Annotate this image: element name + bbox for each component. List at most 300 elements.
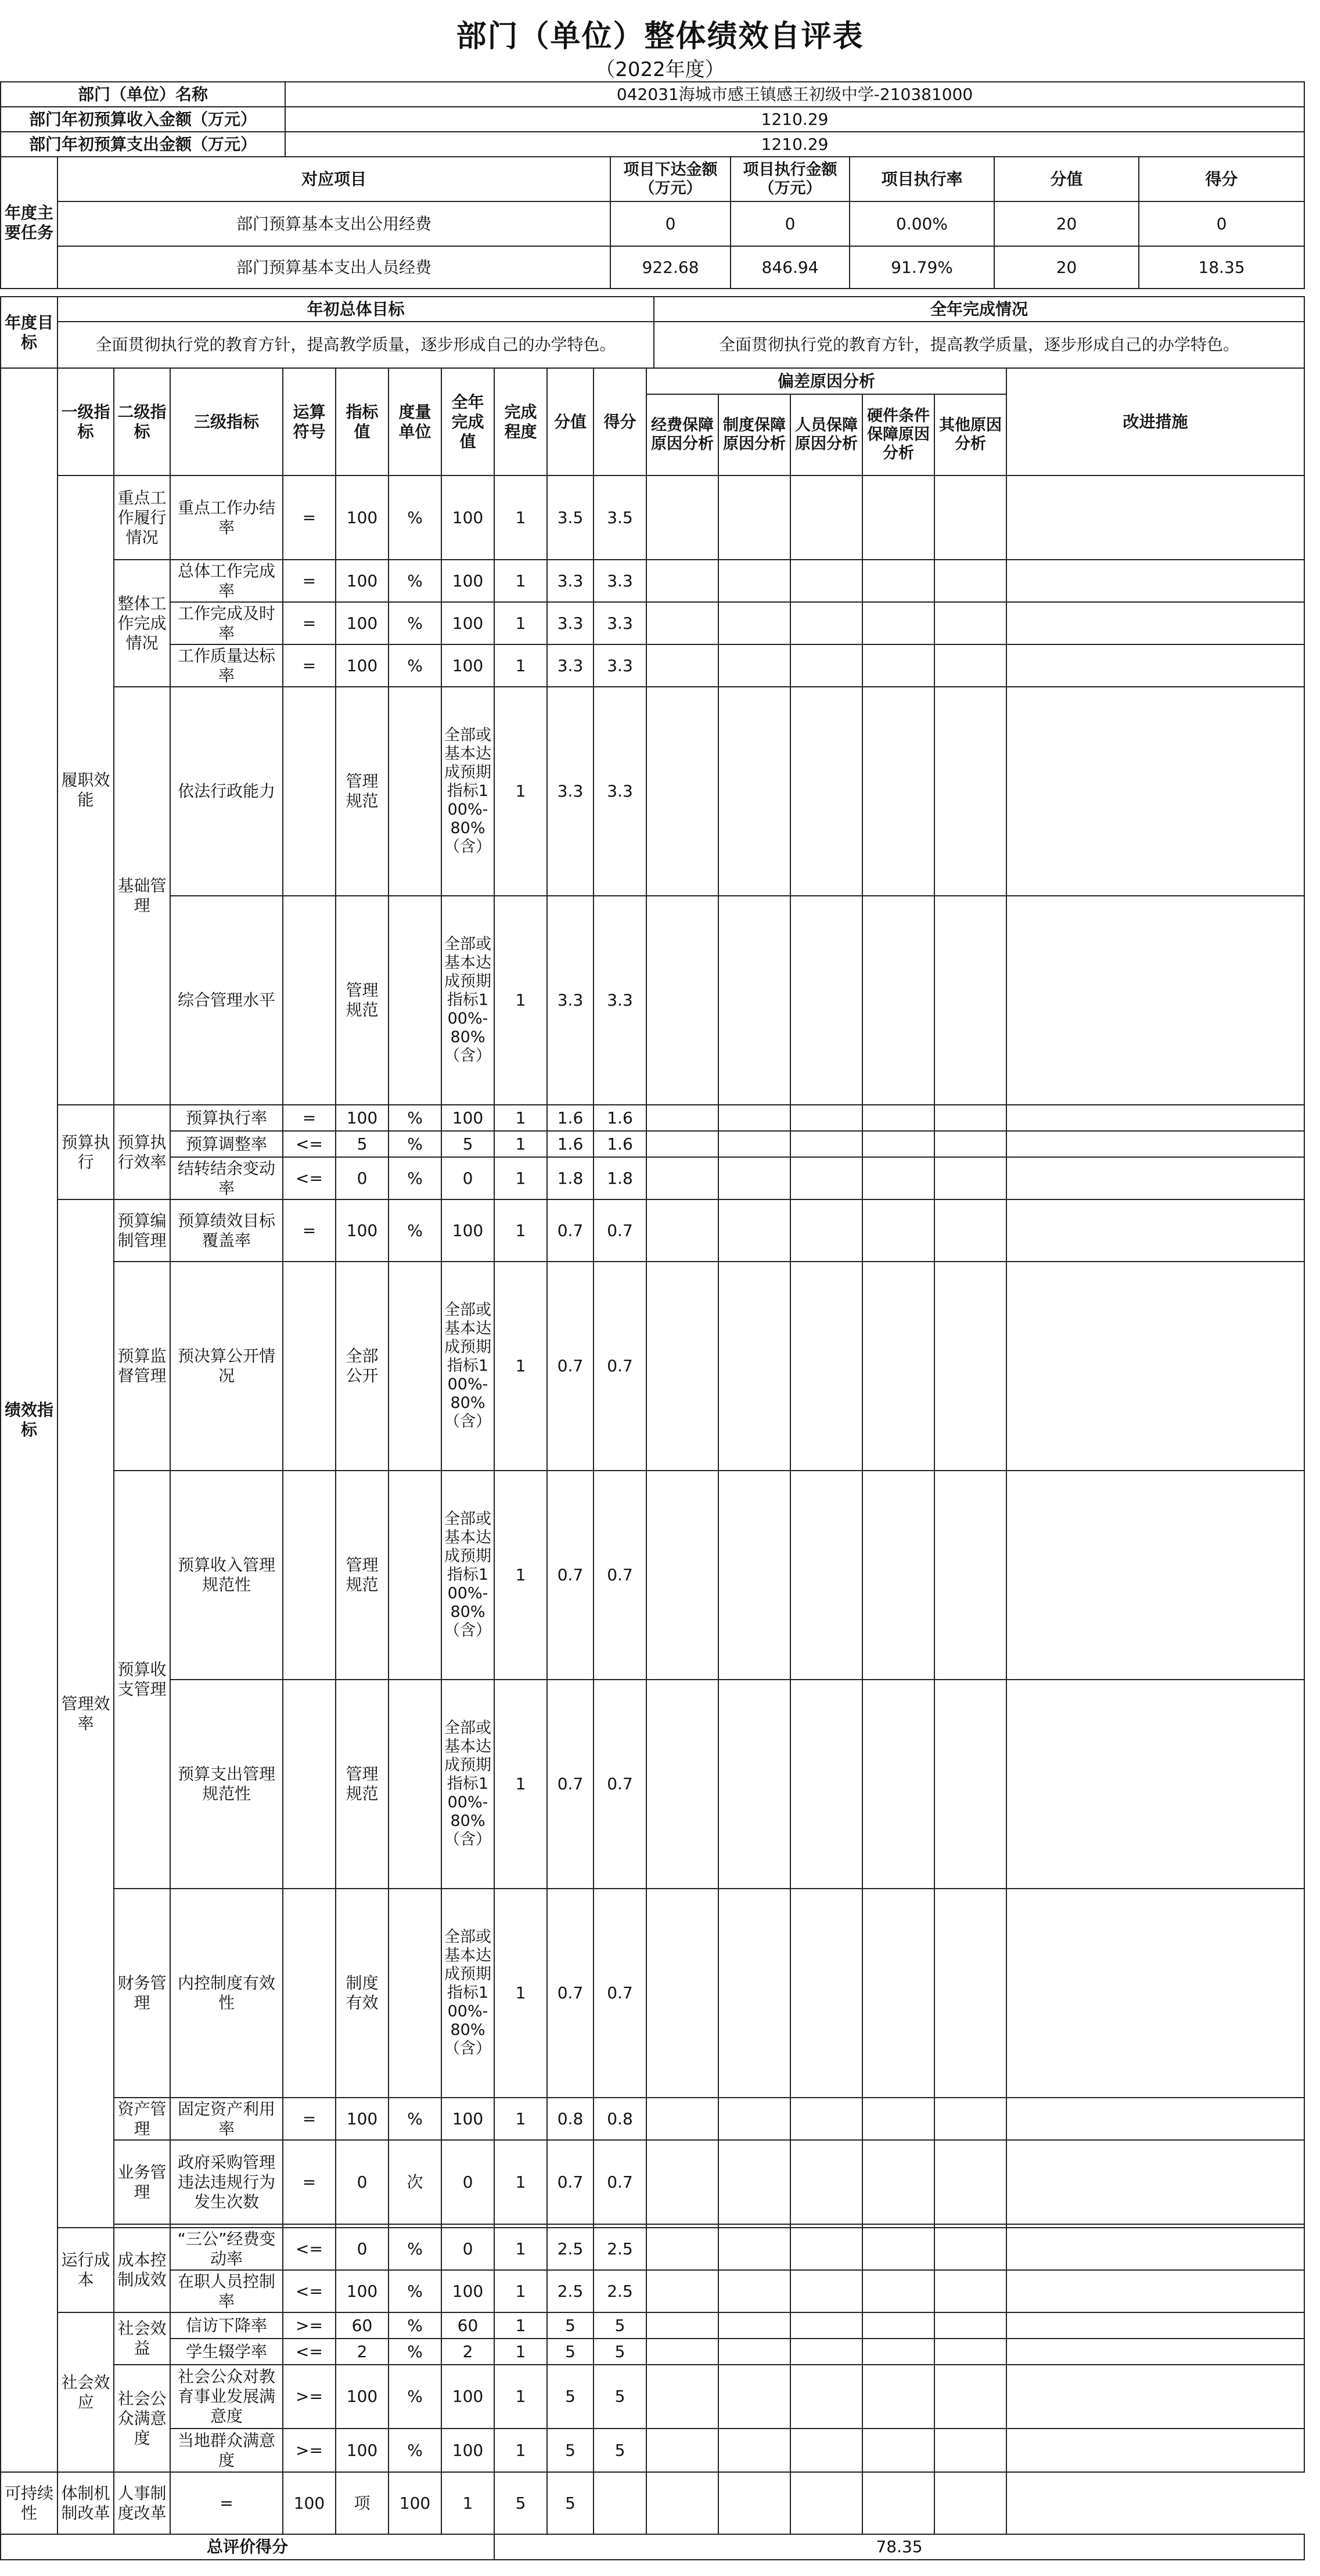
empty-cell (1006, 1262, 1304, 1471)
level3-label: 预算收入管理规范性 (170, 1471, 283, 1680)
indicator-cell: 1 (494, 1680, 547, 1889)
col-header: 运算符号 (283, 368, 336, 475)
empty-cell (934, 1131, 1006, 1157)
indicator-cell: 1 (494, 2270, 547, 2312)
empty-cell (646, 560, 718, 602)
indicator-cell: 1.8 (547, 1157, 594, 1199)
empty-cell (862, 1471, 934, 1680)
level3-label: 固定资产利用率 (170, 2098, 283, 2140)
empty-cell (646, 2140, 718, 2224)
empty-cell (646, 2472, 718, 2534)
empty-cell (1006, 2429, 1304, 2472)
level3-label: 学生辍学率 (170, 2339, 283, 2365)
indicator-cell: 60 (336, 2312, 389, 2339)
empty-cell (862, 2312, 934, 2339)
empty-cell (934, 2228, 1006, 2270)
task-cell: 部门预算基本支出人员经费 (57, 246, 610, 289)
empty-cell (718, 896, 790, 1105)
goals-table (0, 296, 1305, 369)
empty-cell (646, 1157, 718, 1199)
level3-label: 结转结余变动率 (170, 1157, 283, 1199)
empty-cell (934, 2270, 1006, 2312)
indicator-cell: % (389, 602, 441, 644)
indicator-cell: 100 (441, 602, 494, 644)
indicator-cell: % (389, 1131, 441, 1157)
level2-label: 整体工作完成情况 (114, 560, 170, 687)
indicator-cell: 100 (441, 2365, 494, 2429)
deviation-col-header: 其他原因分析 (934, 394, 1006, 475)
empty-cell (1006, 896, 1304, 1105)
empty-cell (934, 687, 1006, 896)
level2-label: 预算编制管理 (114, 1199, 170, 1262)
empty-cell (646, 896, 718, 1105)
indicator-cell: 1 (494, 560, 547, 602)
goals-section-label: 年度目标 (1, 297, 57, 368)
empty-cell (1006, 475, 1304, 560)
col-header: 指标值 (336, 368, 389, 475)
indicator-cell: 全部公开 (336, 1262, 389, 1471)
empty-cell (646, 1680, 718, 1889)
indicator-cell: 0.7 (547, 1680, 594, 1889)
empty-cell (934, 2140, 1006, 2224)
indicator-cell: 100 (336, 560, 389, 602)
indicator-cell: 100 (336, 2429, 389, 2472)
level2-label: 业务管理 (114, 2140, 170, 2224)
level2-label: 资产管理 (114, 2098, 170, 2140)
indicator-cell: 3.3 (547, 896, 594, 1105)
indicator-cell (389, 1680, 441, 1889)
level3-label: 综合管理水平 (170, 896, 283, 1105)
task-cell: 0 (731, 201, 850, 246)
indicator-cell: 2.5 (547, 2270, 594, 2312)
empty-cell (934, 1471, 1006, 1680)
empty-cell (862, 687, 934, 896)
empty-cell (862, 1105, 934, 1131)
level2-label: 预算监督管理 (114, 1262, 170, 1471)
indicator-cell: 0.7 (547, 1471, 594, 1680)
empty-cell (790, 2429, 862, 2472)
deviation-col-header: 硬件条件保障原因分析 (862, 394, 934, 475)
task-cell: 部门预算基本支出公用经费 (57, 201, 610, 246)
indicator-cell: 0 (441, 1157, 494, 1199)
deviation-header: 偏差原因分析 (646, 368, 1006, 394)
empty-cell (1006, 2098, 1304, 2140)
empty-cell (862, 2339, 934, 2365)
empty-cell (646, 1199, 718, 1262)
indicator-cell: = (283, 644, 336, 687)
indicator-cell: <= (283, 2339, 336, 2365)
indicator-cell: = (283, 560, 336, 602)
indicator-cell (283, 1680, 336, 1889)
total-value: 78.35 (494, 2534, 1304, 2560)
indicator-cell: 5 (594, 2312, 646, 2339)
task-cell: 0 (1139, 201, 1304, 246)
improve-header: 改进措施 (1006, 368, 1304, 475)
empty-cell (862, 1131, 934, 1157)
indicator-cell: >= (283, 2429, 336, 2472)
empty-cell (594, 2472, 646, 2534)
empty-cell (718, 2339, 790, 2365)
empty-cell (646, 2312, 718, 2339)
indicator-cell: 全部或基本达成预期指标100%-80%（含） (441, 1471, 494, 1680)
empty-cell (790, 1131, 862, 1157)
empty-cell (646, 1889, 718, 2098)
indicator-cell: 0.7 (594, 1471, 646, 1680)
empty-cell (718, 475, 790, 560)
indicator-cell: 项 (336, 2472, 389, 2534)
level2-label: 成本控制成效 (114, 2228, 170, 2312)
indicator-cell: 0 (441, 2228, 494, 2270)
empty-cell (934, 2365, 1006, 2429)
empty-cell (1006, 1680, 1304, 1889)
tasks-header: 项目下达金额（万元） (610, 157, 731, 201)
indicator-cell: 2 (441, 2339, 494, 2365)
indicator-cell: % (389, 2339, 441, 2365)
empty-cell (862, 2472, 934, 2534)
indicator-cell: 1 (494, 2228, 547, 2270)
indicator-cell: = (283, 1199, 336, 1262)
indicator-cell: 2.5 (547, 2228, 594, 2270)
empty-cell (934, 2429, 1006, 2472)
empty-cell (862, 896, 934, 1105)
task-cell: 846.94 (731, 246, 850, 289)
deviation-col-header: 经费保障原因分析 (646, 394, 718, 475)
level3-label: 政府采购管理违法违规行为发生次数 (170, 2140, 283, 2224)
indicator-cell: 100 (441, 644, 494, 687)
empty-cell (718, 1199, 790, 1262)
empty-cell (862, 1199, 934, 1262)
indicator-cell: 100 (336, 644, 389, 687)
level3-label: 当地群众满意度 (170, 2429, 283, 2472)
indicator-cell: 60 (441, 2312, 494, 2339)
empty-cell (790, 2228, 862, 2270)
level1-label: 运行成本 (57, 2228, 114, 2312)
level2-label: 重点工作履行情况 (114, 475, 170, 560)
task-cell: 922.68 (610, 246, 731, 289)
empty-cell (646, 2098, 718, 2140)
level3-label: 内控制度有效性 (170, 1889, 283, 2098)
dept-name-value: 042031海城市感王镇感王初级中学-210381000 (285, 82, 1304, 107)
empty-cell (790, 1262, 862, 1471)
indicator-cell: 0.7 (594, 1199, 646, 1262)
indicator-cell: 1 (494, 1105, 547, 1131)
deviation-col-header: 制度保障原因分析 (718, 394, 790, 475)
empty-cell (646, 2270, 718, 2312)
empty-cell (718, 1889, 790, 2098)
indicator-cell: 5 (547, 2429, 594, 2472)
indicator-cell: 3.3 (547, 602, 594, 644)
empty-cell (934, 2339, 1006, 2365)
indicator-cell: 管理规范 (336, 1680, 389, 1889)
indicator-cell: 1.6 (594, 1105, 646, 1131)
empty-cell (934, 602, 1006, 644)
empty-cell (862, 602, 934, 644)
indicator-cell: <= (283, 1157, 336, 1199)
indicator-cell: 0.7 (547, 1889, 594, 2098)
indicator-cell: 100 (336, 602, 389, 644)
indicator-cell (283, 1262, 336, 1471)
indicator-cell: 0.7 (594, 1262, 646, 1471)
indicator-cell: 3.3 (594, 602, 646, 644)
empty-cell (862, 2098, 934, 2140)
indicator-cell: 1 (494, 2140, 547, 2224)
empty-cell (790, 1105, 862, 1131)
level3-label: 在职人员控制率 (170, 2270, 283, 2312)
indicator-cell (283, 1471, 336, 1680)
empty-cell (934, 1157, 1006, 1199)
empty-cell (646, 1131, 718, 1157)
task-cell: 91.79% (850, 246, 994, 289)
indicator-cell: 100 (441, 560, 494, 602)
indicator-cell: 5 (594, 2429, 646, 2472)
empty-cell (718, 1262, 790, 1471)
indicator-cell: 3.3 (594, 644, 646, 687)
indicator-cell: 1 (441, 2472, 494, 2534)
indicator-cell: 管理规范 (336, 1471, 389, 1680)
indicator-cell: 100 (441, 2270, 494, 2312)
task-cell: 0 (610, 201, 731, 246)
indicator-cell: 1 (494, 644, 547, 687)
completion-header: 全年完成情况 (654, 297, 1304, 322)
indicator-cell: 0.7 (594, 2140, 646, 2224)
indicator-cell (283, 1889, 336, 2098)
indicator-cell: 1 (494, 475, 547, 560)
indicator-cell (283, 687, 336, 896)
level3-label: 预决算公开情况 (170, 1262, 283, 1471)
empty-cell (718, 2228, 790, 2270)
col-header: 得分 (594, 368, 646, 475)
task-cell: 18.35 (1139, 246, 1304, 289)
empty-cell (862, 644, 934, 687)
indicator-cell: % (389, 1157, 441, 1199)
indicator-cell: = (283, 475, 336, 560)
empty-cell (718, 2312, 790, 2339)
indicator-cell: 100 (441, 2429, 494, 2472)
empty-cell (718, 2429, 790, 2472)
empty-cell (862, 1157, 934, 1199)
indicator-cell (389, 896, 441, 1105)
level3-label: 预算执行率 (170, 1105, 283, 1131)
empty-cell (790, 2339, 862, 2365)
empty-cell (1006, 1157, 1304, 1199)
empty-cell (718, 602, 790, 644)
indicator-cell: >= (283, 2312, 336, 2339)
indicator-cell: 0.7 (547, 2140, 594, 2224)
indicator-cell: 全部或基本达成预期指标100%-80%（含） (441, 1680, 494, 1889)
indicator-cell: 0.8 (594, 2098, 646, 2140)
empty-cell (934, 896, 1006, 1105)
indicator-cell: 全部或基本达成预期指标100%-80%（含） (441, 1262, 494, 1471)
indicator-cell: 3.5 (547, 475, 594, 560)
indicator-cell: 0.7 (594, 1889, 646, 2098)
indicator-cell: 1 (494, 2312, 547, 2339)
col-header: 完成程度 (494, 368, 547, 475)
level3-label: 总体工作完成率 (170, 560, 283, 602)
level3-label: 工作质量达标率 (170, 644, 283, 687)
empty-cell (718, 1131, 790, 1157)
empty-cell (1006, 1471, 1304, 1680)
indicator-cell: 100 (336, 475, 389, 560)
empty-cell (862, 1889, 934, 2098)
level1-label: 管理效率 (57, 1199, 114, 2228)
empty-cell (862, 475, 934, 560)
col-header: 全年完成值 (441, 368, 494, 475)
empty-cell (1006, 644, 1304, 687)
indicator-cell: % (389, 2429, 441, 2472)
indicator-cell (389, 1889, 441, 2098)
empty-cell (790, 602, 862, 644)
task-cell: 20 (994, 201, 1139, 246)
indicator-cell: 管理规范 (336, 896, 389, 1105)
tasks-header: 分值 (994, 157, 1139, 201)
col-header: 一级指标 (57, 368, 114, 475)
level1-label: 可持续性 (1, 2472, 57, 2534)
indicator-cell: 全部或基本达成预期指标100%-80%（含） (441, 687, 494, 896)
indicator-cell: 100 (336, 1105, 389, 1131)
empty-cell (862, 560, 934, 602)
empty-cell (718, 2472, 790, 2534)
level3-label: 人事制度改革 (114, 2472, 170, 2534)
empty-cell (718, 2140, 790, 2224)
level1-label: 社会效应 (57, 2312, 114, 2472)
level2-label: 体制机制改革 (57, 2472, 114, 2534)
income-value: 1210.29 (285, 107, 1304, 132)
indicator-cell: = (283, 2098, 336, 2140)
level3-label: “三公”经费变动率 (170, 2228, 283, 2270)
indicator-cell (389, 1262, 441, 1471)
indicator-cell: 1 (494, 1471, 547, 1680)
indicator-cell: 2 (336, 2339, 389, 2365)
indicator-cell: 3.5 (594, 475, 646, 560)
empty-cell (718, 644, 790, 687)
empty-cell (1006, 2312, 1304, 2339)
page-subtitle: （2022年度） (595, 58, 725, 81)
empty-cell (718, 2270, 790, 2312)
indicator-cell: 5 (594, 2339, 646, 2365)
task-cell: 0.00% (850, 201, 994, 246)
indicator-cell: = (283, 2140, 336, 2224)
indicator-cell: = (170, 2472, 283, 2534)
indicator-cell: = (283, 1105, 336, 1131)
indicators-table (0, 368, 1305, 2560)
indicator-cell (389, 687, 441, 896)
level2-label: 预算收支管理 (114, 1471, 170, 1889)
col-header: 度量单位 (389, 368, 441, 475)
empty-cell (1006, 560, 1304, 602)
col-header: 二级指标 (114, 368, 170, 475)
indicator-cell: 1 (494, 2365, 547, 2429)
indicator-cell: 0 (336, 2140, 389, 2224)
empty-cell (718, 1680, 790, 1889)
indicator-cell: 1.6 (547, 1105, 594, 1131)
empty-cell (718, 1157, 790, 1199)
indicator-cell: <= (283, 2228, 336, 2270)
empty-cell (862, 1262, 934, 1471)
total-label: 总评价得分 (1, 2534, 494, 2560)
indicator-cell: 100 (336, 1199, 389, 1262)
empty-cell (1006, 2228, 1304, 2270)
level2-label: 社会效益 (114, 2312, 170, 2365)
empty-cell (790, 1471, 862, 1680)
empty-cell (718, 687, 790, 896)
initial-goal-text: 全面贯彻执行党的教育方针，提高教学质量，逐步形成自己的办学特色。 (57, 322, 654, 368)
empty-cell (862, 2365, 934, 2429)
indicator-cell: 100 (441, 475, 494, 560)
indicator-cell (389, 1471, 441, 1680)
indicator-cell: 2.5 (594, 2228, 646, 2270)
indicator-cell: 1 (494, 1262, 547, 1471)
empty-cell (718, 560, 790, 602)
indicator-cell: 0.8 (547, 2098, 594, 2140)
indicator-cell: 1 (494, 896, 547, 1105)
level3-label: 重点工作办结率 (170, 475, 283, 560)
indicator-cell: % (389, 1105, 441, 1131)
indicator-cell: 5 (441, 1131, 494, 1157)
tasks-header: 项目执行金额（万元） (731, 157, 850, 201)
level1-label: 预算执行 (57, 1105, 114, 1199)
empty-cell (862, 2429, 934, 2472)
indicator-cell (283, 896, 336, 1105)
level3-label: 预算绩效目标覆盖率 (170, 1199, 283, 1262)
completion-text: 全面贯彻执行党的教育方针，提高教学质量，逐步形成自己的办学特色。 (654, 322, 1304, 368)
indicator-cell: 全部或基本达成预期指标100%-80%（含） (441, 1889, 494, 2098)
empty-cell (790, 1680, 862, 1889)
empty-cell (718, 2098, 790, 2140)
empty-cell (790, 2270, 862, 2312)
indicator-cell: 5 (547, 2472, 594, 2534)
income-label: 部门年初预算收入金额（万元） (1, 107, 285, 132)
indicator-cell: 0.7 (547, 1199, 594, 1262)
empty-cell (718, 1471, 790, 1680)
indicator-cell: 3.3 (594, 896, 646, 1105)
indicator-cell: 次 (389, 2140, 441, 2224)
empty-cell (790, 687, 862, 896)
empty-cell (790, 1889, 862, 2098)
expense-value: 1210.29 (285, 132, 1304, 157)
indicator-cell: 100 (283, 2472, 336, 2534)
indicators-section-label: 绩效指标 (1, 368, 57, 2472)
indicator-cell: 管理规范 (336, 687, 389, 896)
empty-cell (934, 1105, 1006, 1131)
empty-cell (646, 1262, 718, 1471)
page-title: 部门（单位）整体绩效自评表 (456, 19, 864, 54)
empty-cell (1006, 1131, 1304, 1157)
empty-cell (862, 2140, 934, 2224)
empty-cell (718, 1105, 790, 1131)
empty-cell (646, 687, 718, 896)
empty-cell (646, 1471, 718, 1680)
tasks-section-label: 年度主要任务 (1, 157, 57, 289)
empty-cell (790, 2365, 862, 2429)
empty-cell (1006, 2365, 1304, 2429)
level3-label: 信访下降率 (170, 2312, 283, 2339)
empty-cell (1006, 602, 1304, 644)
empty-cell (862, 2270, 934, 2312)
indicator-cell: 3.3 (547, 560, 594, 602)
empty-cell (790, 896, 862, 1105)
indicator-cell: 5 (547, 2339, 594, 2365)
indicator-cell: 1 (494, 1157, 547, 1199)
indicator-cell: % (389, 2312, 441, 2339)
indicator-cell: 3.3 (594, 560, 646, 602)
deviation-col-header: 人员保障原因分析 (790, 394, 862, 475)
indicator-cell: 100 (389, 2472, 441, 2534)
indicator-cell: 100 (441, 1199, 494, 1262)
empty-cell (790, 2098, 862, 2140)
level3-label: 预算支出管理规范性 (170, 1680, 283, 1889)
empty-cell (646, 644, 718, 687)
dept-name-label: 部门（单位）名称 (1, 82, 285, 107)
